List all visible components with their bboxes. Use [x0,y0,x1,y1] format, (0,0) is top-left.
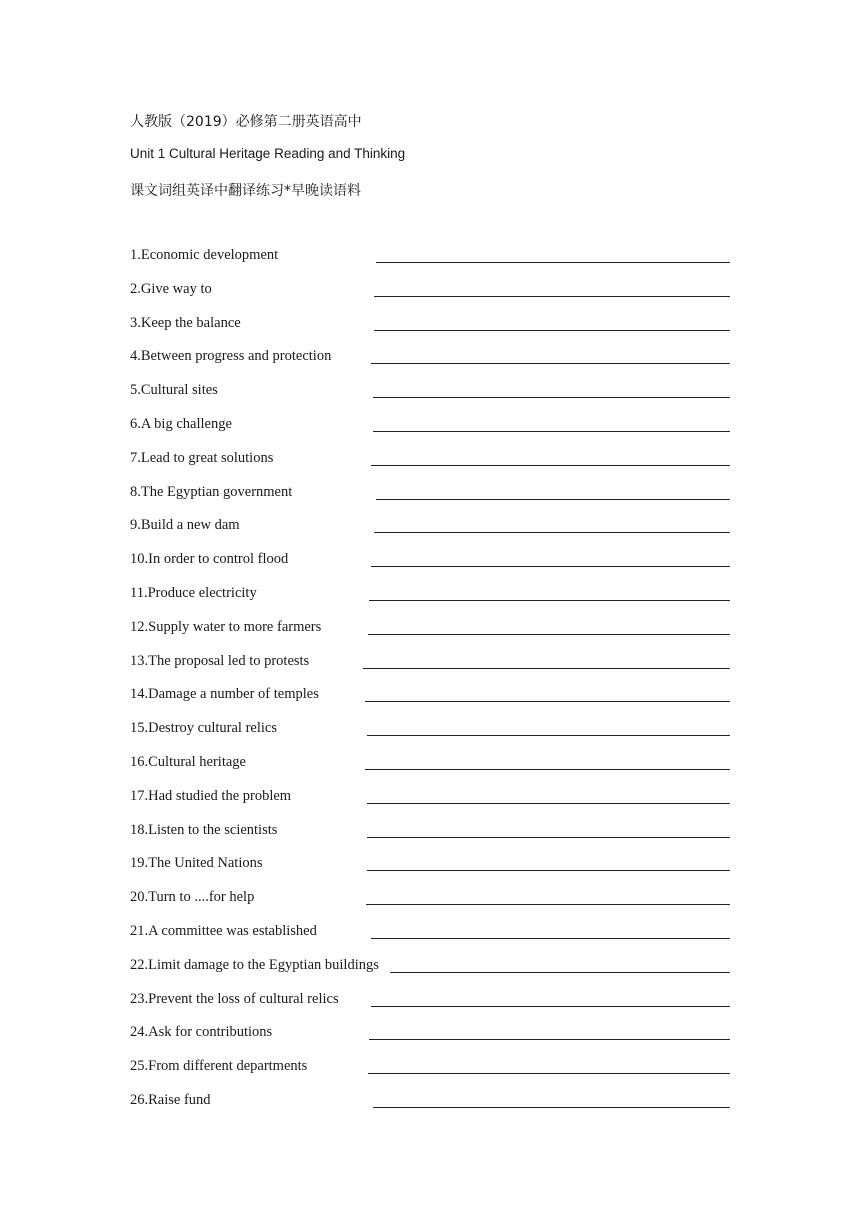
answer-blank[interactable] [367,735,730,736]
phrase-text: 23.Prevent the loss of cultural relics [130,990,339,1007]
answer-blank[interactable] [371,938,730,939]
list-item [130,449,730,483]
phrase-text: 12.Supply water to more farmers [130,618,322,635]
list-item [130,888,730,922]
list-item [130,483,730,517]
phrase-text: 22.Limit damage to the Egyptian buildings [130,956,379,973]
phrase-text: 16.Cultural heritage [130,753,246,770]
phrase-text: 21.A committee was established [130,922,317,939]
answer-blank[interactable] [376,499,730,500]
list-item [130,990,730,1024]
list-item [130,685,730,719]
phrase-text: 1.Economic development [130,247,279,263]
answer-blank[interactable] [368,634,730,635]
answer-blank[interactable] [373,397,730,398]
list-item [130,280,730,314]
phrase-text: 8.The Egyptian government [130,483,293,500]
list-item [130,1023,730,1057]
answer-blank[interactable] [365,769,730,770]
phrase-text: 11.Produce electricity [130,584,257,601]
phrase-text: 14.Damage a number of temples [130,686,319,703]
answer-blank[interactable] [371,465,730,466]
answer-blank[interactable] [371,1006,730,1007]
answer-blank[interactable] [371,566,730,567]
phrase-text: 17.Had studied the problem [130,787,292,804]
answer-blank[interactable] [374,330,730,331]
answer-blank[interactable] [368,1073,730,1074]
phrase-text: 7.Lead to great solutions [130,449,274,466]
list-item [130,584,730,618]
answer-blank[interactable] [366,904,730,905]
list-item [130,753,730,787]
phrase-text: 18.Listen to the scientists [130,821,278,838]
answer-blank[interactable] [367,870,730,871]
phrase-text: 19.The United Nations [130,855,263,872]
list-item [130,821,730,855]
phrase-text: 9.Build a new dam [130,517,240,534]
answer-blank[interactable] [369,600,730,601]
list-item [130,854,730,888]
answer-blank[interactable] [373,431,730,432]
phrase-text: 4.Between progress and protection [130,348,332,365]
phrase-text: 20.Turn to ....for help [130,889,255,906]
phrase-text: 25.From different departments [130,1058,308,1075]
phrase-text: 3.Keep the balance [130,314,241,331]
answer-blank[interactable] [363,668,730,669]
list-item [130,415,730,449]
list-item [130,1057,730,1091]
list-item [130,652,730,686]
list-item [130,956,730,990]
phrase-text: 13.The proposal led to protests [130,652,310,669]
answer-blank[interactable] [369,1039,730,1040]
answer-blank[interactable] [374,532,730,533]
answer-blank[interactable] [367,837,730,838]
phrase-text: 26.Raise fund [130,1091,211,1108]
list-item [130,381,730,415]
phrase-text: 10.In order to control flood [130,551,289,568]
list-item [130,1091,730,1125]
list-item [130,550,730,584]
list-item [130,314,730,348]
answer-blank[interactable] [371,363,730,364]
list-item [130,787,730,821]
list-item [130,347,730,381]
list-item [130,922,730,956]
book-title: 人教版（2019）必修第二册英语高中 [130,114,362,130]
phrase-text: 6.A big challenge [130,415,232,432]
answer-blank[interactable] [390,972,730,973]
list-item [130,719,730,753]
list-item [130,618,730,652]
answer-blank[interactable] [376,262,730,263]
phrase-text: 5.Cultural sites [130,382,218,399]
list-item [130,516,730,550]
unit-title: Unit 1 Cultural Heritage Reading and Thinking [130,146,406,161]
list-item [130,246,730,280]
phrase-text: 2.Give way to [130,280,212,297]
answer-blank[interactable] [373,1107,730,1108]
phrase-list [130,246,730,1125]
answer-blank[interactable] [365,701,730,702]
exercise-title: 课文词组英译中翻译练习*早晚读语料 [130,183,361,199]
answer-blank[interactable] [367,803,730,804]
answer-blank[interactable] [374,296,730,297]
phrase-text: 24.Ask for contributions [130,1024,273,1041]
phrase-text: 15.Destroy cultural relics [130,720,277,737]
